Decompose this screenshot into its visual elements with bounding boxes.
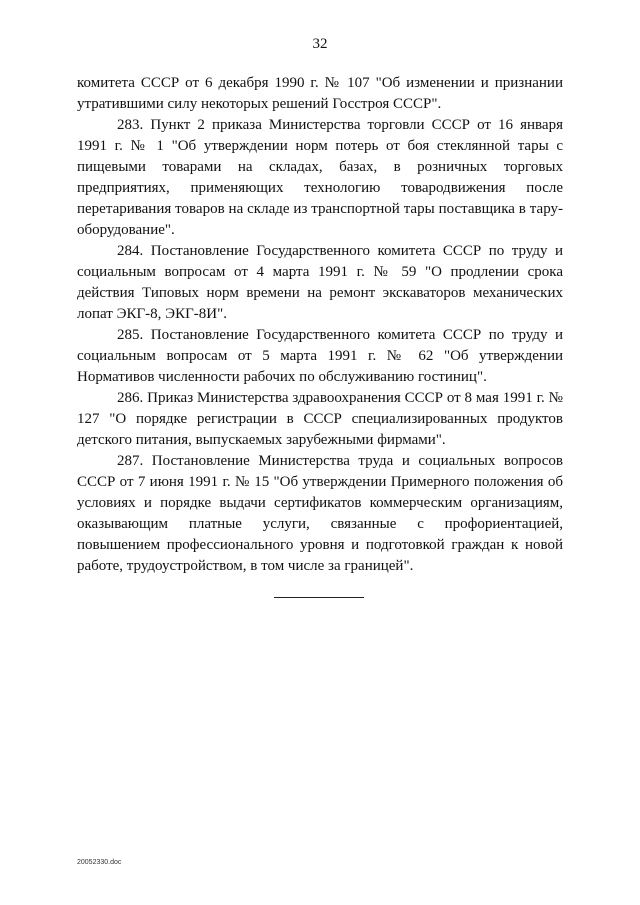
paragraph-item-287: 287. Постановление Министерства труда и социальных вопросов СССР от 7 июня 1991 г. № 15 "Об утверждении Примерного положения об условиях и порядке выдачи сертификатов коммерческим организациям, оказывающим платные услуги, связанные с профориентацией, повышением профессионального уровня и подготовкой граждан к новой работе, трудоустройством, в том числе за границей".: [77, 453, 563, 574]
document-body: [77, 73, 563, 577]
page-number: 32: [312, 36, 328, 52]
paragraph-item-285: 285. Постановление Государственного комитета СССР по труду и социальным вопросам от 5 марта 1991 г. № 62 "Об утверждении Нормативов численности рабочих по обслуживанию гостиниц".: [77, 327, 563, 385]
end-separator-line: [274, 597, 364, 598]
paragraph-item-284: 284. Постановление Государственного комитета СССР по труду и социальным вопросам от 4 марта 1991 г. № 59 "О продлении срока действия Типовых норм времени на ремонт экскаваторов механических лопат ЭКГ-8, ЭКГ-8И".: [77, 243, 563, 322]
paragraph-item-283: 283. Пункт 2 приказа Министерства торговли СССР от 16 января 1991 г. № 1 "Об утверждении норм потерь от боя стеклянной тары с пищевыми товарами на складах, базах, в розничных торговых предприятиях, применяющих технологию товародвижения после перетаривания товаров на складе из транспортной тары поставщика в тару-оборудование".: [77, 117, 563, 238]
paragraph-continuation: комитета СССР от 6 декабря 1990 г. № 107 "Об изменении и признании утратившими силу некоторых решений Госстроя СССР".: [77, 75, 563, 112]
footer-filename: 20052330.doc: [77, 859, 122, 866]
paragraph-item-286: 286. Приказ Министерства здравоохранения СССР от 8 мая 1991 г. № 127 "О порядке регистрации в СССР специализированных продуктов детского питания, выпускаемых зарубежными фирмами".: [77, 390, 563, 448]
